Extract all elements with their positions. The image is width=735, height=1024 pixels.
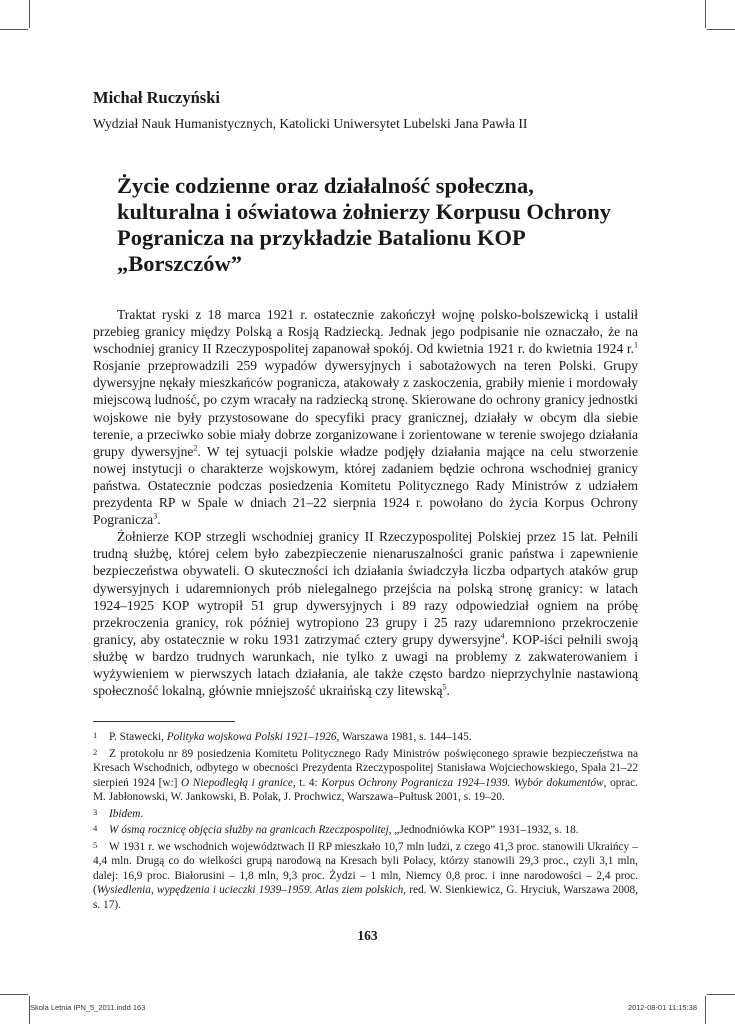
crop-mark — [705, 0, 706, 28]
crop-mark — [705, 996, 706, 1024]
footnote: 3 Ibidem. — [93, 806, 144, 820]
crop-mark — [707, 994, 735, 995]
author-affiliation: Wydział Nauk Humanistycznych, Katolicki Uniwersytet Lubelski Jana Pawła II — [93, 116, 528, 131]
paragraph: Żołnierze KOP strzegli wschodniej granicy II Rzeczypospolitej Polskiej przez 15 lat. Pełnili trudną służbę, której celem było zabezpieczenie nienaruszalności granic państwa i zapewnienie bezpieczeństwa obywateli. O skuteczności ich działania świadczyła liczba odpartych ataków grup dywersyjnych i udaremnionych prób nielegalnego przejścia na polską stronę granicy: w latach 1924–1925 KOP wytropił 51 grup dywersyjnych i 89 razy odpowiedział ogniem na próbę przekroczenia granicy, rok później wytropiono 23 grupy i 25 razy udaremniono przekroczenie granicy, aby ostatecznie w roku 1931 zatrzymać cztery grupy dywersyjne$^4$. KOP-iści pełnili swoją służbę w bardzo trudnych warunkach, nie tylko z uwagi na problemy z zakwaterowaniem i wyżywieniem w pierwszych latach działania, ale także często bardzo nieprzychylnie nastawioną społeczność lokalną, głównie mniejszość ukraińską czy litewską$^5$. — [93, 529, 638, 699]
crop-mark — [29, 0, 30, 28]
footnote-ref[interactable]: 3 — [153, 511, 158, 521]
footnote-ref[interactable]: 5 — [442, 682, 447, 692]
page-number: 163 — [357, 928, 378, 943]
crop-mark — [707, 29, 735, 30]
footnote-divider — [93, 721, 235, 722]
author-name: Michał Ruczyński — [93, 88, 220, 107]
article-title: Życie codzienne oraz działalność społeczna, kulturalna i oświatowa żołnierzy Korpusu Ochrony Pogranicza na przykładzie Batalionu KOP „Borszczów” — [117, 173, 612, 276]
footnote-ref[interactable]: 2 — [193, 443, 198, 453]
footnote-ref[interactable]: 1 — [634, 340, 638, 350]
crop-mark — [0, 29, 28, 30]
print-slug-timestamp: 2012-08-01 11:15:38 — [627, 1003, 697, 1012]
footnote: 5 W 1931 r. we wschodnich województwach II RP mieszkało 10,7 mln ludzi, z czego 41,3 proc. stanowili Ukraińcy – 4,4 mln. Drugą co do wielkości grupą narodową na Kresach byli Polacy, którzy stanowili 29,3 proc., czyli 3,1 mln, dalej: 16,9 proc. Białorusini – 1,8 mln, 9,3 proc. Żydzi – 1 mln, Niemcy 0,8 proc. i inne narodowości – 2,4 proc. (Wysiedlenia, wypędzenia i ucieczki 1939–1959. Atlas ziem polskich, red. W. Sienkiewicz, G. Hryciuk, Warszawa 2008, s. 17). — [93, 839, 638, 911]
footnote: 1 P. Stawecki, Polityka wojskowa Polski 1921–1926, Warszawa 1981, s. 144–145. — [93, 730, 472, 743]
print-slug-file: Skola Letnia IPN_5_2011.indd 163 — [30, 1003, 146, 1012]
crop-mark — [0, 994, 28, 995]
footnotes — [93, 728, 638, 912]
article-body — [93, 306, 638, 699]
author-header — [93, 88, 653, 132]
footnote: 2 Z protokołu nr 89 posiedzenia Komitetu Politycznego Rady Ministrów poświęconego sprawie bezpieczeństwa na Kresach Wschodnich, odbytego w obecności Prezydenta Rzeczypospolitej Stanisława Wojciechowskiego, Spała 21–22 sierpień 1924 [w:] O Niepodległą i granice, t. 4: Korpus Ochrony Pogranicza 1924–1939. Wybór dokumentów, oprac. M. Jabłonowski, W. Jankowski, B. Polak, J. Prochwicz, Warszawa–Pułtusk 2001, s. 19–20. — [93, 746, 639, 803]
paragraph: Traktat ryski z 18 marca 1921 r. ostatecznie zakończył wojnę polsko-bolszewicką i ustalił przebieg granicy między Polską a Rosją Radziecką. Jednak jego podpisanie nie oznaczało, że na wschodniej granicy II Rzeczypospolitej zapanował spokój. Od kwietnia 1921 r. do kwietnia 1924 r.$^1$ Rosjanie przeprowadzili 259 wypadów dywersyjnych i sabotażowych na teren Polski. Grupy dywersyjne nękały mieszkańców pogranicza, atakowały z zaskoczenia, grabiły mienie i mordowały miejscową ludność, po czym wracały na radziecką stronę. Skierowane do ochrony granicy jednostki wojskowe nie były przystosowane do specyfiki pracy granicznej, działały w obcym dla siebie terenie, a przeciwko sobie miały dobrze zorganizowane i zorientowane w terenie swojego działania grupy dywersyjne$^2$. W tej sytuacji polskie władze podjęły działania mające na celu stworzenie nowej instytucji o charakterze wojskowym, której zadaniem będzie ochrona wschodniej granicy państwa. Ostatecznie podczas posiedzenia Komitetu Politycznego Rady Ministrów z udziałem prezydenta RP w Spale w dniach 21–22 sierpnia 1924 r. powołano do życia Korpus Ochrony Pogranicza$^3$. — [93, 307, 638, 528]
footnote-ref[interactable]: 4 — [500, 631, 505, 641]
footnote: 4 W ósmą rocznicę objęcia służby na granicach Rzeczpospolitej, „Jednodniówka KOP” 1931–1932, s. 18. — [93, 823, 579, 836]
